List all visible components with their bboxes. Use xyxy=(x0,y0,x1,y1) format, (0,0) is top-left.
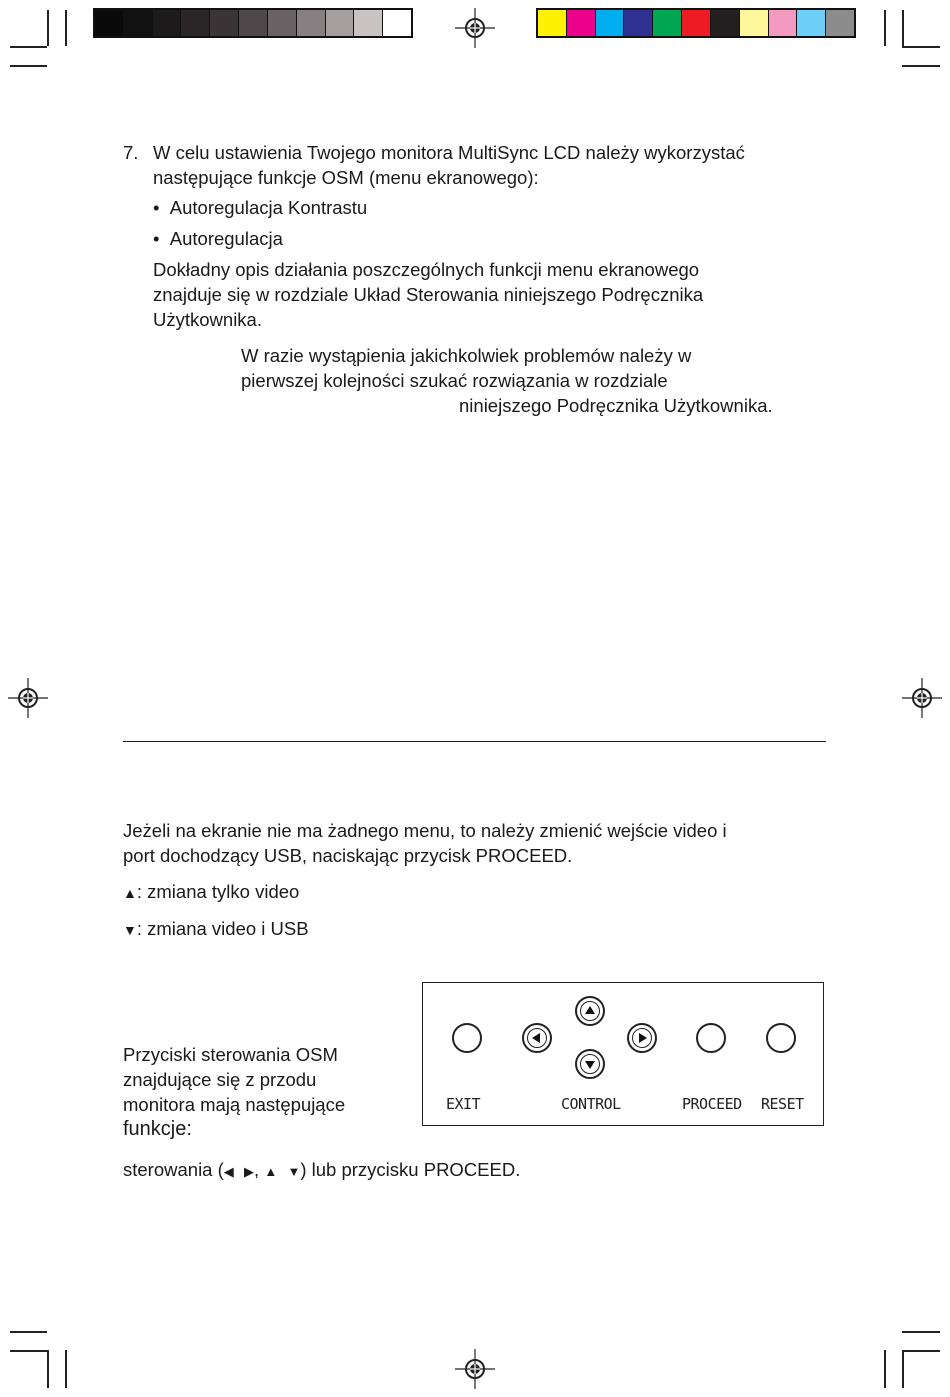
osm-control-panel xyxy=(422,982,824,1126)
color-swatch xyxy=(180,10,209,36)
registration-mark-icon xyxy=(902,678,942,718)
arrow-up-icon xyxy=(577,998,603,1024)
crop-mark xyxy=(902,1331,940,1333)
crop-mark xyxy=(65,1350,67,1388)
bullet-icon: • xyxy=(153,197,170,218)
bullet-item xyxy=(153,226,283,251)
section-paragraph-line: port dochodzący USB, naciskając przycisk PROCEED. xyxy=(123,845,573,866)
color-swatch xyxy=(123,10,152,36)
crop-mark xyxy=(884,10,886,46)
down-arrow-item xyxy=(123,916,309,943)
color-swatch xyxy=(652,10,681,36)
section-divider xyxy=(123,741,826,742)
registration-mark-icon xyxy=(455,1349,495,1389)
grayscale-color-bar xyxy=(93,8,413,38)
arrow-right-icon xyxy=(629,1025,655,1051)
bottom-line: sterowania (◀ ▶, ▲ ▼) lub przycisku PROCEED. xyxy=(123,1159,521,1180)
bullet-item xyxy=(153,195,367,220)
osm-caption-line: monitora mają następujące xyxy=(123,1094,346,1115)
control-label: CONTROL xyxy=(561,1095,621,1113)
crop-mark xyxy=(10,1331,47,1333)
arrow-down-icon xyxy=(577,1051,603,1077)
triangle-up-icon: ▲ xyxy=(264,1164,278,1179)
arrow-left-icon xyxy=(524,1025,550,1051)
up-arrow-label: : zmiana tylko video xyxy=(136,881,300,902)
up-arrow-item xyxy=(123,879,299,906)
crop-mark xyxy=(902,1350,940,1352)
exit-label: EXIT xyxy=(446,1095,481,1113)
crop-mark xyxy=(65,10,67,46)
reset-label: RESET xyxy=(761,1095,804,1113)
crop-mark xyxy=(47,10,49,46)
crop-mark xyxy=(902,10,904,46)
process-color-bar xyxy=(536,8,856,38)
crop-mark xyxy=(902,46,940,48)
bullet-icon: • xyxy=(153,228,170,249)
crop-mark xyxy=(47,1350,49,1388)
osm-caption-line: znajdujące się z przodu xyxy=(123,1069,317,1090)
crop-mark xyxy=(884,1350,886,1388)
color-swatch xyxy=(95,10,123,36)
section-paragraph-line: Jeżeli na ekranie nie ma żadnego menu, to należy zmienić wejście video i xyxy=(123,820,727,841)
list-number: 7. xyxy=(123,142,139,163)
crop-mark xyxy=(10,1350,47,1352)
bullet-label: Autoregulacja xyxy=(169,228,283,249)
color-swatch xyxy=(209,10,238,36)
color-swatch xyxy=(152,10,181,36)
down-arrow-button[interactable] xyxy=(575,1049,605,1079)
color-swatch xyxy=(681,10,710,36)
description-line: Użytkownika. xyxy=(153,309,262,330)
left-arrow-button[interactable] xyxy=(522,1023,552,1053)
crop-mark xyxy=(10,46,47,48)
color-swatch xyxy=(353,10,382,36)
exit-button[interactable] xyxy=(452,1023,482,1053)
description-line: Dokładny opis działania poszczególnych funkcji menu ekranowego xyxy=(153,259,700,280)
color-swatch xyxy=(538,10,566,36)
bullet-label: Autoregulacja Kontrastu xyxy=(169,197,368,218)
triangle-up-icon: ▲ xyxy=(123,885,137,901)
color-swatch xyxy=(825,10,854,36)
triangle-down-icon: ▼ xyxy=(123,922,137,938)
item-text-line: następujące funkcje OSM (menu ekranowego): xyxy=(153,167,539,188)
note-line: W razie wystąpienia jakichkolwiek problemów należy w xyxy=(241,345,692,366)
color-swatch xyxy=(796,10,825,36)
description-line: znajduje się w rozdziale Układ Sterowania niniejszego Podręcznika xyxy=(153,284,704,305)
osm-caption-line: Przyciski sterowania OSM xyxy=(123,1044,338,1065)
color-swatch xyxy=(382,10,411,36)
up-arrow-button[interactable] xyxy=(575,996,605,1026)
registration-mark-icon xyxy=(8,678,48,718)
color-swatch xyxy=(566,10,595,36)
item-text-line: W celu ustawienia Twojego monitora MultiSync LCD należy wykorzystać xyxy=(153,142,745,163)
triangle-down-icon: ▼ xyxy=(287,1164,301,1179)
reset-button[interactable] xyxy=(766,1023,796,1053)
bottom-suffix: ) lub przycisku PROCEED. xyxy=(300,1159,521,1180)
color-swatch xyxy=(595,10,624,36)
right-arrow-button[interactable] xyxy=(627,1023,657,1053)
color-swatch xyxy=(238,10,267,36)
color-swatch xyxy=(325,10,354,36)
note-line: niniejszego Podręcznika Użytkownika. xyxy=(459,395,773,416)
proceed-label: PROCEED xyxy=(682,1095,742,1113)
color-swatch xyxy=(739,10,768,36)
triangle-left-icon: ◀ xyxy=(223,1164,234,1179)
osm-caption-line: funkcje: xyxy=(123,1118,192,1140)
color-swatch xyxy=(623,10,652,36)
color-swatch xyxy=(296,10,325,36)
down-arrow-label: : zmiana video i USB xyxy=(136,918,309,939)
crop-mark xyxy=(902,65,940,67)
crop-mark xyxy=(902,1350,904,1388)
bottom-prefix: sterowania ( xyxy=(123,1159,224,1180)
proceed-button[interactable] xyxy=(696,1023,726,1053)
crop-mark xyxy=(10,65,47,67)
color-swatch xyxy=(267,10,296,36)
registration-mark-icon xyxy=(455,8,495,48)
color-swatch xyxy=(768,10,797,36)
color-swatch xyxy=(710,10,739,36)
triangle-right-icon: ▶ xyxy=(244,1164,255,1179)
note-line: pierwszej kolejności szukać rozwiązania w rozdziale xyxy=(241,370,668,391)
